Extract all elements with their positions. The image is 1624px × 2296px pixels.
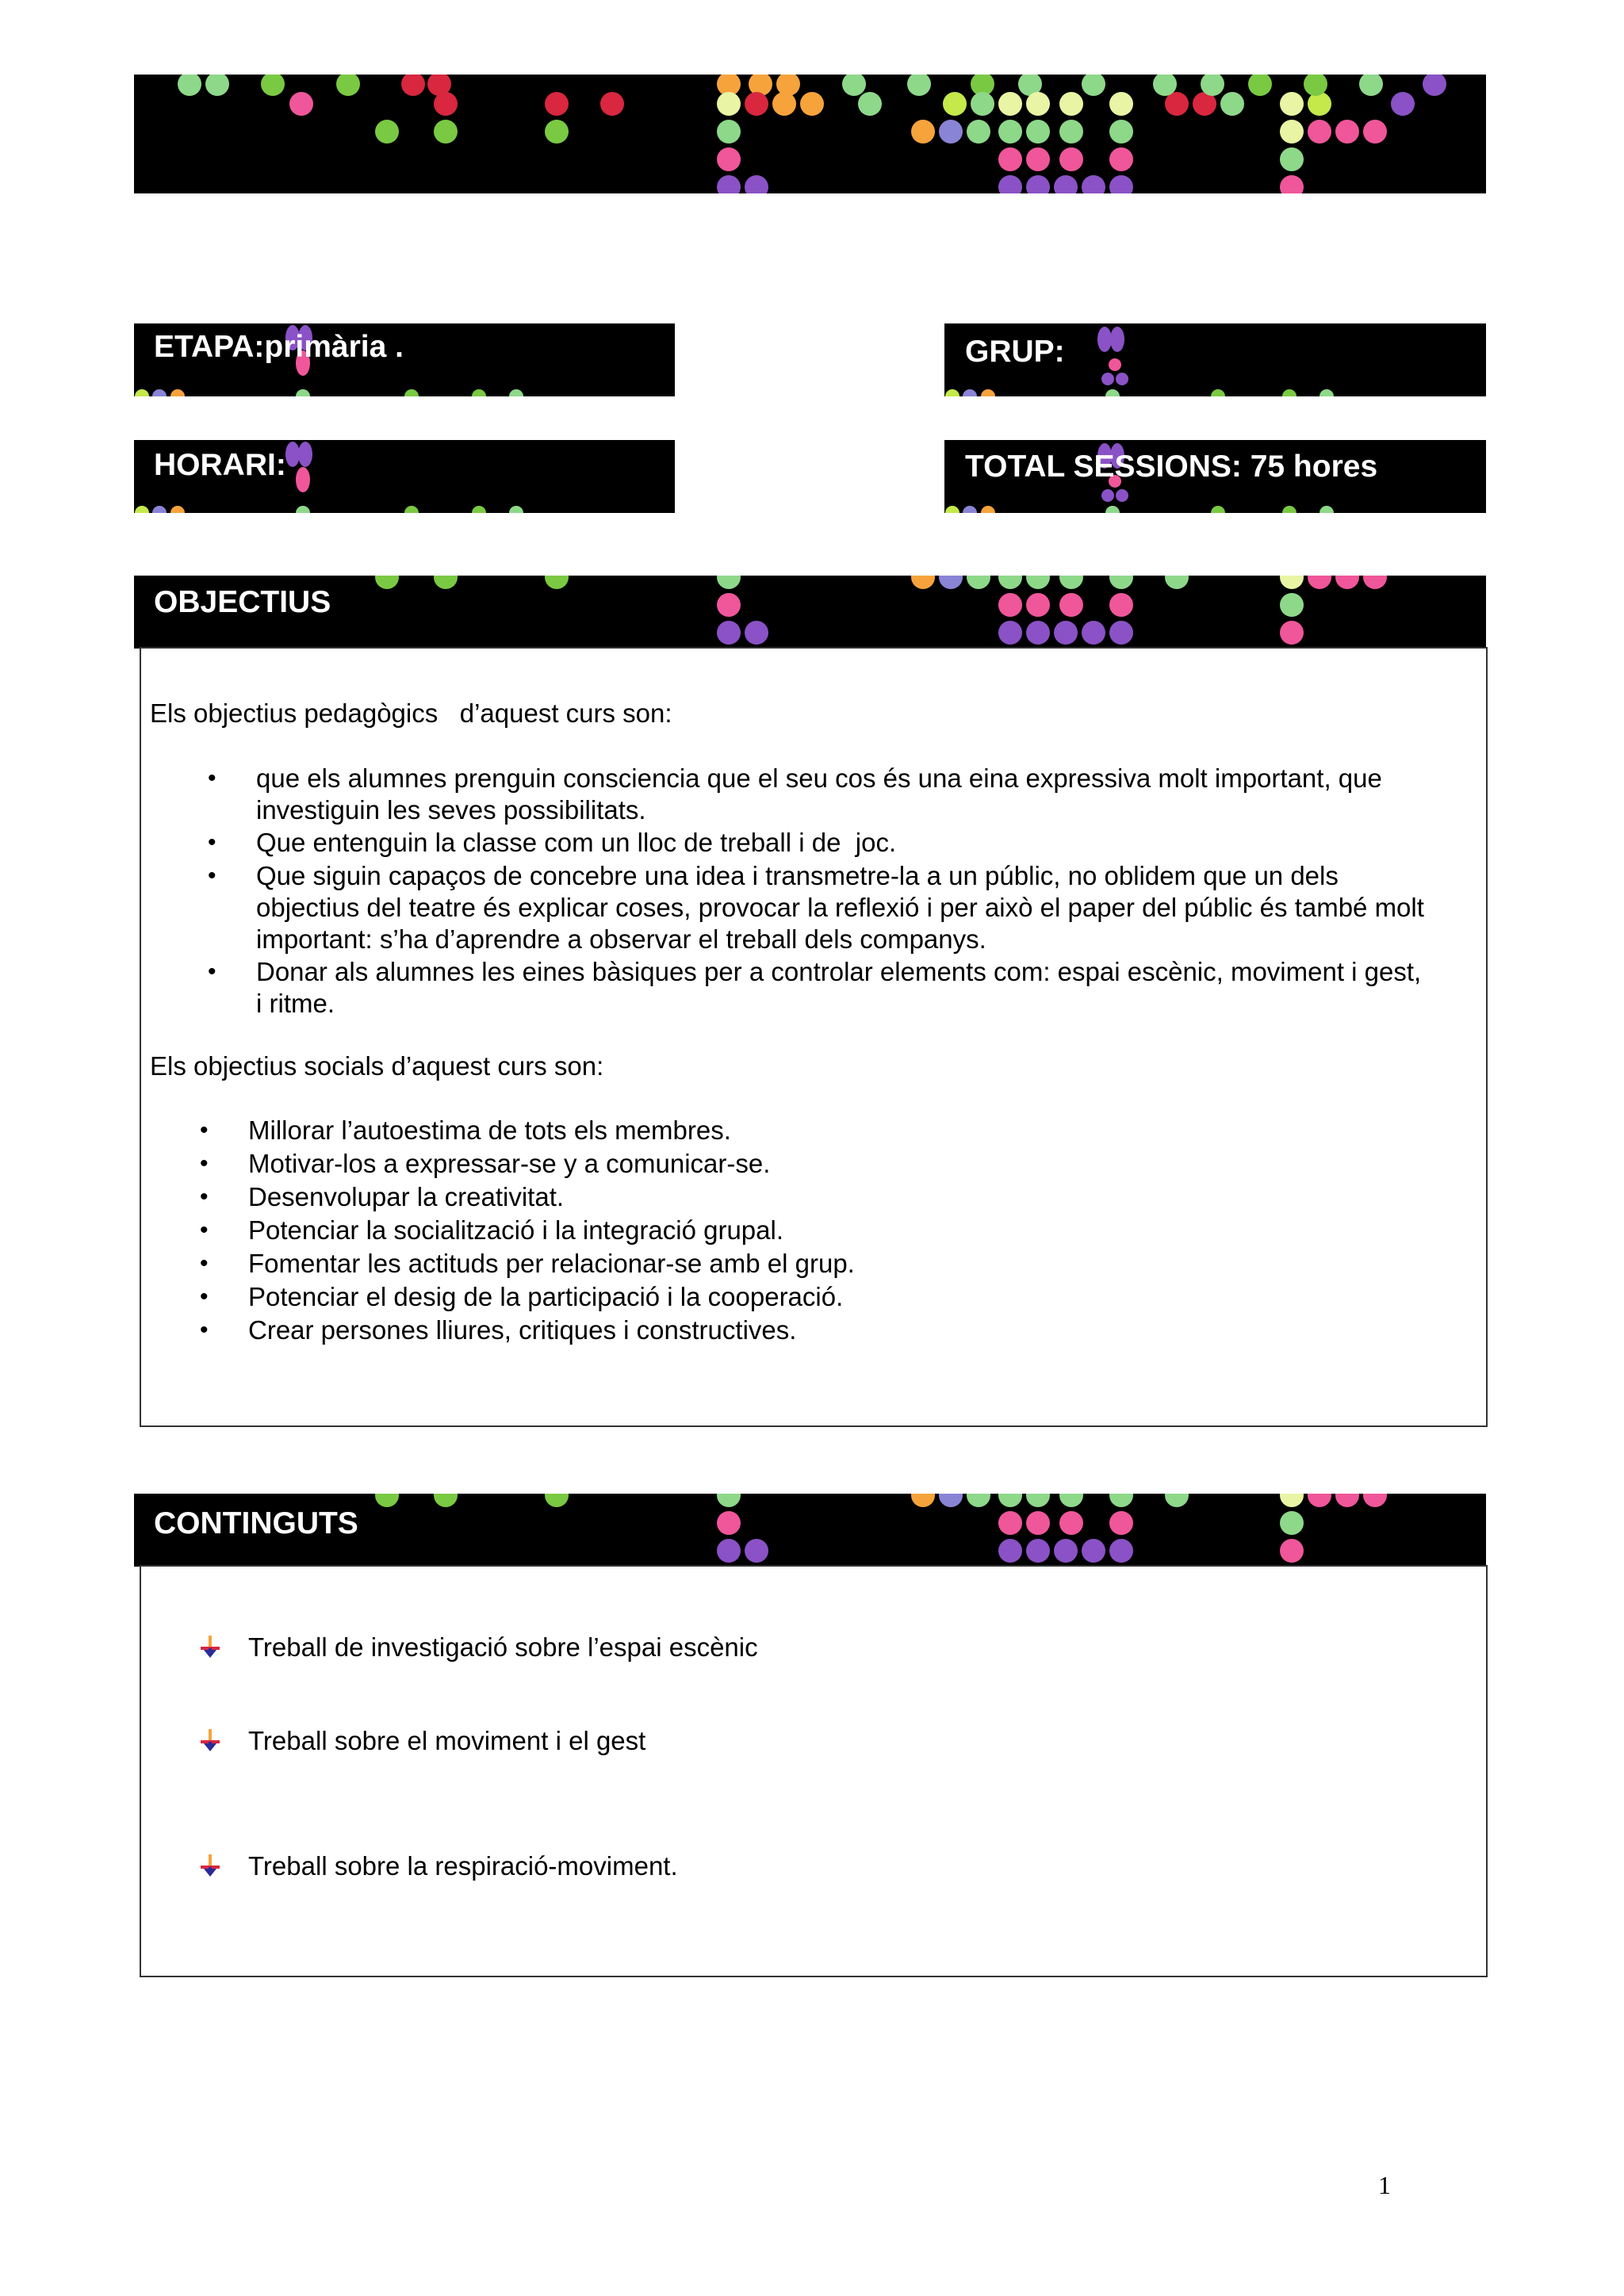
decorative-dot xyxy=(1082,175,1105,193)
decorative-dot xyxy=(1363,1494,1387,1507)
decorative-dot xyxy=(981,389,995,396)
continguts-header xyxy=(134,1494,1486,1567)
decorative-dot xyxy=(1026,1511,1050,1535)
decorative-dot xyxy=(717,576,741,589)
intro-socials: Els objectius socials d’aquest curs son: xyxy=(150,1051,604,1081)
decorative-dot xyxy=(963,389,977,396)
decorative-dot xyxy=(1109,576,1133,589)
list-item-text: Crear persones lliures, critiques i constructives. xyxy=(248,1315,797,1345)
decorative-dot xyxy=(135,506,149,513)
objectius-title: OBJECTIUS xyxy=(154,585,331,619)
etapa-bar xyxy=(134,323,675,396)
decorative-dot xyxy=(967,1494,990,1507)
decorative-dot xyxy=(998,621,1022,645)
decorative-dot xyxy=(998,593,1022,617)
decorative-dot xyxy=(1109,593,1133,617)
bullet: • xyxy=(200,1184,209,1210)
arrow-bullet-icon xyxy=(199,1728,223,1752)
decorative-dot xyxy=(1363,120,1387,144)
decorative-dot xyxy=(1280,576,1304,589)
dot-pattern-top xyxy=(134,75,1486,193)
etapa-label: ETAPA:primària . xyxy=(154,330,404,364)
list-item-text: Potenciar el desig de la participació i la cooperació. xyxy=(248,1282,844,1311)
list-item-line: important: s’ha d’aprendre a observar el treball dels companys. xyxy=(256,924,986,954)
decorative-dot xyxy=(1059,576,1083,589)
decorative-dot xyxy=(1165,92,1189,116)
decorative-dot xyxy=(472,506,486,513)
decorative-dot xyxy=(1116,489,1128,502)
decorative-dot xyxy=(1109,1511,1133,1535)
decorative-dot xyxy=(939,576,963,589)
decorative-dot xyxy=(375,576,399,589)
decorative-dot xyxy=(1026,147,1050,171)
decorative-dot xyxy=(1026,175,1050,193)
bullet: • xyxy=(208,863,216,889)
decorative-dot xyxy=(1335,1494,1359,1507)
decorative-dot xyxy=(135,389,149,396)
decorative-dot xyxy=(1110,327,1124,352)
decorative-dot xyxy=(1026,92,1050,116)
list-item-line: Que entenguin la classe com un lloc de treball i de joc. xyxy=(256,828,897,857)
list-item-text: Millorar l’autoestima de tots els membres. xyxy=(248,1115,731,1145)
decorative-dot xyxy=(1280,621,1304,645)
decorative-dot xyxy=(1308,92,1331,116)
decorative-dot xyxy=(998,92,1022,116)
decorative-dot xyxy=(1109,621,1133,645)
decorative-dot xyxy=(1059,1511,1083,1535)
decorative-dot xyxy=(1026,621,1050,645)
decorative-dot xyxy=(289,92,313,116)
decorative-dot xyxy=(1220,92,1244,116)
decorative-dot xyxy=(1423,75,1446,96)
decorative-dot xyxy=(1335,576,1359,589)
decorative-dot xyxy=(907,75,931,96)
decorative-dot xyxy=(152,389,167,396)
horari-bar xyxy=(134,440,675,513)
decorative-dot xyxy=(998,1539,1022,1563)
decorative-dot xyxy=(717,1494,741,1507)
decorative-dot xyxy=(545,1494,569,1507)
decorative-dot xyxy=(600,92,624,116)
continguts-title: CONTINGUTS xyxy=(154,1506,358,1540)
decorative-dot xyxy=(1105,506,1120,513)
decorative-dot xyxy=(998,147,1022,171)
decorative-dot xyxy=(509,389,523,396)
horari-label: HORARI: xyxy=(154,448,286,482)
decorative-dot xyxy=(998,1511,1022,1535)
decorative-dot xyxy=(745,621,768,645)
decorative-dot xyxy=(434,576,458,589)
list-item-text: Treball de investigació sobre l’espai escènic xyxy=(248,1632,758,1662)
bullet: • xyxy=(200,1250,209,1276)
decorative-dot xyxy=(1054,175,1078,193)
objectius-header xyxy=(134,576,1486,649)
decorative-dot xyxy=(1308,1494,1331,1507)
decorative-dot xyxy=(1026,593,1050,617)
decorative-dot xyxy=(1320,389,1334,396)
decorative-dot xyxy=(1363,576,1387,589)
decorative-dot xyxy=(1211,389,1225,396)
decorative-dot xyxy=(717,1539,741,1563)
decorative-dot xyxy=(1101,373,1114,385)
decorative-dot xyxy=(434,1494,458,1507)
decorative-dot xyxy=(1282,389,1297,396)
decorative-dot xyxy=(545,120,569,144)
arrow-bullet-icon xyxy=(199,1854,223,1877)
list-item-line: Que siguin capaços de concebre una idea i transmetre-la a un públic, no oblidem que un dels xyxy=(256,861,1339,890)
list-item-text: Motivar-los a expressar-se y a comunicar-se. xyxy=(248,1149,771,1178)
decorative-dot xyxy=(1026,1539,1050,1563)
bullet: • xyxy=(208,959,216,985)
decorative-dot xyxy=(858,92,882,116)
decorative-dot xyxy=(1109,92,1133,116)
decorative-dot xyxy=(963,506,977,513)
decorative-dot xyxy=(509,506,523,513)
top-banner xyxy=(134,75,1486,193)
decorative-dot xyxy=(1059,120,1083,144)
decorative-dot xyxy=(1054,621,1078,645)
bullet: • xyxy=(200,1150,209,1177)
decorative-dot xyxy=(745,1539,768,1563)
decorative-dot xyxy=(1308,120,1331,144)
decorative-dot xyxy=(717,92,741,116)
grup-label: GRUP: xyxy=(965,335,1065,369)
decorative-dot xyxy=(1109,147,1133,171)
bullet: • xyxy=(208,765,216,791)
decorative-dot xyxy=(375,120,399,144)
decorative-dot xyxy=(296,389,310,396)
page-number: 1 xyxy=(1378,2171,1391,2199)
decorative-dot xyxy=(1282,506,1297,513)
decorative-dot xyxy=(1082,621,1105,645)
decorative-dot xyxy=(967,576,990,589)
decorative-dot xyxy=(1391,92,1415,116)
list-item-text: Potenciar la socialització i la integració grupal. xyxy=(248,1215,784,1245)
decorative-dot xyxy=(434,120,458,144)
bullet: • xyxy=(200,1117,209,1143)
decorative-dot xyxy=(939,1494,963,1507)
decorative-dot xyxy=(434,92,458,116)
decorative-dot xyxy=(1280,175,1304,193)
decorative-dot xyxy=(1116,373,1128,385)
decorative-dot xyxy=(336,75,360,96)
decorative-dot xyxy=(1101,489,1114,502)
decorative-dot xyxy=(1097,327,1112,352)
decorative-dot xyxy=(296,467,310,492)
decorative-dot xyxy=(1109,358,1121,371)
decorative-dot xyxy=(401,75,425,96)
decorative-dot xyxy=(261,75,285,96)
decorative-dot xyxy=(1280,147,1304,171)
decorative-dot xyxy=(170,506,185,513)
decorative-dot xyxy=(717,1511,741,1535)
decorative-dot xyxy=(945,506,959,513)
decorative-dot xyxy=(472,389,486,396)
list-item-text: Treball sobre la respiració-moviment. xyxy=(248,1851,678,1881)
decorative-dot xyxy=(998,175,1022,193)
decorative-dot xyxy=(717,621,741,645)
decorative-dot xyxy=(717,120,741,144)
total-sessions-label: TOTAL SESSIONS: 75 hores xyxy=(965,450,1378,484)
decorative-dot xyxy=(296,506,310,513)
bullet: • xyxy=(200,1317,209,1343)
decorative-dot xyxy=(717,147,741,171)
decorative-dot xyxy=(375,1494,399,1507)
decorative-dot xyxy=(545,576,569,589)
decorative-dot xyxy=(911,576,935,589)
decorative-dot xyxy=(800,92,824,116)
decorative-dot xyxy=(1109,1494,1133,1507)
decorative-dot xyxy=(717,175,741,193)
grup-bar xyxy=(944,323,1486,396)
decorative-dot xyxy=(1280,92,1304,116)
decorative-dot xyxy=(1280,1539,1304,1563)
decorative-dot xyxy=(1308,576,1331,589)
decorative-dot xyxy=(911,120,935,144)
decorative-dot xyxy=(1026,120,1050,144)
decorative-dot xyxy=(1280,1511,1304,1535)
decorative-dot xyxy=(1335,120,1359,144)
decorative-dot xyxy=(285,442,300,467)
decorative-dot xyxy=(1280,1494,1304,1507)
decorative-dot xyxy=(1026,576,1050,589)
decorative-dot xyxy=(967,120,990,144)
decorative-dot xyxy=(1059,147,1083,171)
arrow-bullet-icon xyxy=(199,1635,223,1659)
bullet: • xyxy=(200,1284,209,1310)
decorative-dot xyxy=(981,506,995,513)
decorative-dot xyxy=(178,75,201,96)
decorative-dot xyxy=(1109,1539,1133,1563)
continguts-box xyxy=(140,1565,1488,1977)
decorative-dot xyxy=(1280,120,1304,144)
list-item-line: objectius del teatre és explicar coses, provocar la reflexió i per això el paper del públic és també molt xyxy=(256,893,1424,922)
decorative-dot xyxy=(1304,75,1327,96)
list-item-text: Treball sobre el moviment i el gest xyxy=(248,1726,646,1755)
bullet: • xyxy=(200,1217,209,1243)
decorative-dot xyxy=(152,506,167,513)
total-sessions-bar xyxy=(944,440,1486,513)
decorative-dot xyxy=(1082,1539,1105,1563)
list-item-text: Fomentar les actituds per relacionar-se amb el grup. xyxy=(248,1249,855,1278)
decorative-dot xyxy=(404,506,419,513)
list-item-text: Desenvolupar la creativitat. xyxy=(248,1182,565,1211)
decorative-dot xyxy=(545,92,569,116)
decorative-dot xyxy=(1280,593,1304,617)
decorative-dot xyxy=(939,120,963,144)
decorative-dot xyxy=(717,593,741,617)
list-item-line: que els alumnes prenguin consciencia que el seu cos és una eina expressiva molt important, que xyxy=(256,763,1382,793)
bullet: • xyxy=(208,829,216,855)
list-item-line: investiguin les seves possibilitats. xyxy=(256,795,646,825)
decorative-dot xyxy=(1165,1494,1189,1507)
list-item-line: Donar als alumnes les eines bàsiques per a controlar elements com: espai escènic, moviment i gest, xyxy=(256,957,1422,986)
decorative-dot xyxy=(1059,92,1083,116)
decorative-dot xyxy=(1054,1539,1078,1563)
list-item-line: i ritme. xyxy=(256,989,335,1018)
decorative-dot xyxy=(1059,593,1083,617)
decorative-dot xyxy=(1105,389,1120,396)
decorative-dot xyxy=(911,1494,935,1507)
decorative-dot xyxy=(1109,120,1133,144)
dot-pattern-objectius xyxy=(134,576,1486,649)
decorative-dot xyxy=(1359,75,1383,96)
decorative-dot xyxy=(772,92,796,116)
decorative-dot xyxy=(998,1494,1022,1507)
decorative-dot xyxy=(1026,1494,1050,1507)
decorative-dot xyxy=(998,576,1022,589)
decorative-dot xyxy=(170,389,185,396)
decorative-dot xyxy=(298,442,312,467)
decorative-dot xyxy=(971,92,994,116)
decorative-dot xyxy=(842,75,866,96)
decorative-dot xyxy=(1059,1494,1083,1507)
decorative-dot xyxy=(1320,506,1334,513)
decorative-dot xyxy=(1082,75,1105,96)
intro-pedagogics: Els objectius pedagògics d’aquest curs son: xyxy=(150,698,672,728)
decorative-dot xyxy=(998,120,1022,144)
decorative-dot xyxy=(404,389,419,396)
decorative-dot xyxy=(945,389,959,396)
decorative-dot xyxy=(1248,75,1272,96)
decorative-dot xyxy=(1109,175,1133,193)
decorative-dot xyxy=(1211,506,1225,513)
decorative-dot xyxy=(745,92,768,116)
decorative-dot xyxy=(943,92,967,116)
decorative-dot xyxy=(745,175,768,193)
decorative-dot xyxy=(205,75,229,96)
decorative-dot xyxy=(1165,576,1189,589)
